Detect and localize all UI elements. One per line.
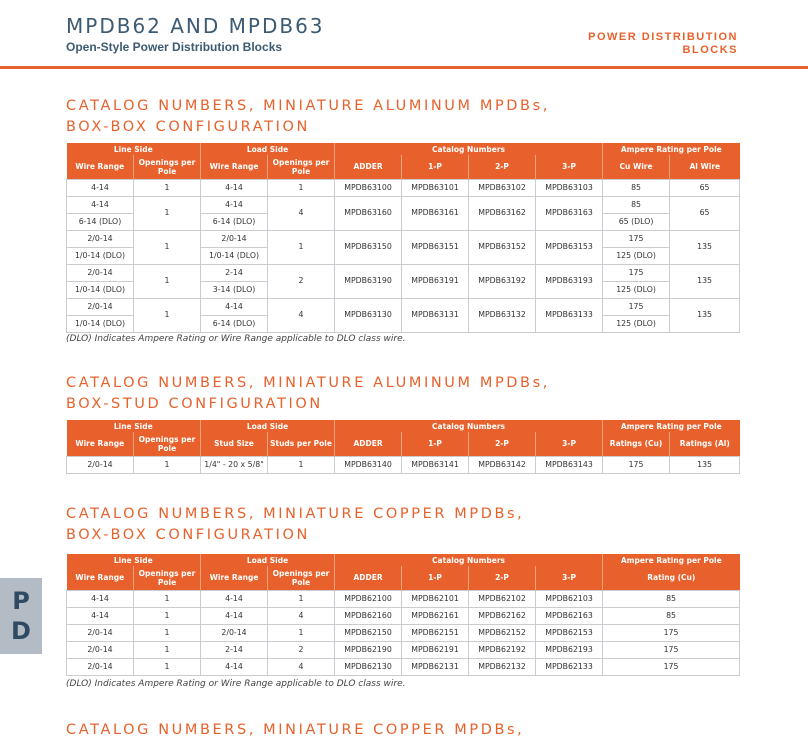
col-ratings-al: Ratings (Al) [670, 432, 740, 456]
dlo-note-2: (DLO) Indicates Ampere Rating or Wire Range applicable to DLO class wire. [66, 679, 406, 689]
table-row [67, 196, 740, 213]
cu-wire-rating: 85 [603, 179, 670, 196]
line-wire-range: 4-14 [67, 590, 134, 607]
line-wire-range: 2/0-14 [67, 624, 134, 641]
header-load-side: Load Side [201, 143, 335, 155]
col-openings: Openings per Pole [134, 432, 201, 456]
col-studs: Studs per Pole [268, 432, 335, 456]
al-wire-rating: 135 [670, 298, 740, 332]
rating-cu: 85 [603, 590, 740, 607]
catalog-1p: MPDB63141 [402, 456, 469, 473]
adder-catalog: MPDB63130 [335, 298, 402, 332]
rating-cu: 175 [603, 641, 740, 658]
load-wire-range: 3-14 (DLO) [201, 281, 268, 298]
col-wire-range: Wire Range [67, 155, 134, 179]
catalog-1p: MPDB63191 [402, 264, 469, 298]
line-wire-range: 2/0-14 [67, 230, 134, 247]
section3-title-line2: BOX-BOX CONFIGURATION [66, 527, 310, 543]
adder-catalog: MPDB63190 [335, 264, 402, 298]
catalog-2p: MPDB63132 [469, 298, 536, 332]
catalog-1p: MPDB62101 [402, 590, 469, 607]
col-1p: 1-P [402, 432, 469, 456]
header-line-side: Line Side [67, 143, 201, 155]
studs-per-pole: 1 [268, 456, 335, 473]
section2-title-line2: BOX-STUD CONFIGURATION [66, 396, 323, 412]
load-wire-range: 4-14 [201, 590, 268, 607]
header-line-side: Line Side [67, 420, 201, 432]
aluminum-box-stud-table [66, 420, 740, 474]
col-rating-cu: Rating (Cu) [603, 566, 740, 590]
catalog-3p: MPDB63143 [536, 456, 603, 473]
catalog-2p: MPDB62132 [469, 658, 536, 675]
col-wire-range: Wire Range [67, 566, 134, 590]
line-wire-range: 1/0-14 (DLO) [67, 315, 134, 332]
header-catalog-numbers: Catalog Numbers [335, 420, 603, 432]
cu-wire-rating: 85 [603, 196, 670, 213]
catalog-2p: MPDB62192 [469, 641, 536, 658]
section3-title-line1: CATALOG NUMBERS, MINIATURE COPPER MPDBs, [66, 506, 525, 522]
catalog-1p: MPDB63161 [402, 196, 469, 230]
line-wire-range: 6-14 (DLO) [67, 213, 134, 230]
catalog-2p: MPDB63152 [469, 230, 536, 264]
catalog-2p: MPDB63162 [469, 196, 536, 230]
load-wire-range: 6-14 (DLO) [201, 315, 268, 332]
load-wire-range: 2-14 [201, 641, 268, 658]
load-wire-range: 2/0-14 [201, 230, 268, 247]
catalog-1p: MPDB62161 [402, 607, 469, 624]
col-adder: ADDER [335, 432, 402, 456]
table-row [67, 230, 740, 247]
cu-wire-rating: 65 (DLO) [603, 213, 670, 230]
section1-title-line2: BOX-BOX CONFIGURATION [66, 119, 310, 135]
rating-cu: 175 [603, 624, 740, 641]
line-wire-range: 2/0-14 [67, 456, 134, 473]
load-wire-range: 4-14 [201, 607, 268, 624]
section2-title [66, 373, 550, 415]
adder-catalog: MPDB63150 [335, 230, 402, 264]
line-wire-range: 4-14 [67, 196, 134, 213]
stud-size: 1/4" - 20 x 5/8" [201, 456, 268, 473]
table-row [67, 607, 740, 624]
load-wire-range: 6-14 (DLO) [201, 213, 268, 230]
load-wire-range: 2/0-14 [201, 624, 268, 641]
adder-catalog: MPDB62160 [335, 607, 402, 624]
col-1p: 1-P [402, 155, 469, 179]
table-row [67, 624, 740, 641]
load-openings: 1 [268, 230, 335, 264]
load-openings: 1 [268, 590, 335, 607]
line-openings: 1 [134, 298, 201, 332]
table-row [67, 590, 740, 607]
col-adder: ADDER [335, 155, 402, 179]
line-wire-range: 2/0-14 [67, 298, 134, 315]
adder-catalog: MPDB62100 [335, 590, 402, 607]
col-adder: ADDER [335, 566, 402, 590]
cu-wire-rating: 125 (DLO) [603, 247, 670, 264]
catalog-3p: MPDB62103 [536, 590, 603, 607]
page-title: MPDB62 AND MPDB63 [66, 14, 325, 38]
line-openings: 1 [134, 230, 201, 264]
catalog-1p: MPDB62191 [402, 641, 469, 658]
catalog-1p: MPDB62131 [402, 658, 469, 675]
line-openings: 1 [134, 264, 201, 298]
category-label [548, 31, 738, 57]
line-wire-range: 2/0-14 [67, 264, 134, 281]
catalog-2p: MPDB63142 [469, 456, 536, 473]
line-openings: 1 [134, 607, 201, 624]
load-openings: 2 [268, 264, 335, 298]
catalog-1p: MPDB63101 [402, 179, 469, 196]
section2-title-line1: CATALOG NUMBERS, MINIATURE ALUMINUM MPDBs, [66, 375, 550, 391]
tab-letter-p: P [12, 587, 30, 615]
col-cu-wire: Cu Wire [603, 155, 670, 179]
cu-wire-rating: 175 [603, 264, 670, 281]
catalog-1p: MPDB62151 [402, 624, 469, 641]
col-load-wire-range: Wire Range [201, 155, 268, 179]
header-ampere-rating: Ampere Rating per Pole [603, 554, 740, 566]
line-openings: 1 [134, 456, 201, 473]
line-wire-range: 1/0-14 (DLO) [67, 247, 134, 264]
cu-wire-rating: 125 (DLO) [603, 281, 670, 298]
catalog-2p: MPDB62152 [469, 624, 536, 641]
load-openings: 4 [268, 298, 335, 332]
table-row [67, 298, 740, 315]
cu-wire-rating: 175 [603, 230, 670, 247]
page-subtitle: Open-Style Power Distribution Blocks [66, 40, 283, 54]
line-wire-range: 4-14 [67, 179, 134, 196]
catalog-2p: MPDB63102 [469, 179, 536, 196]
table-row [67, 179, 740, 196]
load-openings: 1 [268, 179, 335, 196]
header-divider [0, 66, 808, 69]
col-wire-range: Wire Range [67, 432, 134, 456]
rating-cu: 85 [603, 607, 740, 624]
catalog-1p: MPDB63131 [402, 298, 469, 332]
col-stud-size: Stud Size [201, 432, 268, 456]
col-openings: Openings per Pole [134, 566, 201, 590]
load-openings: 4 [268, 196, 335, 230]
section3-title [66, 504, 524, 546]
col-3p: 3-P [536, 432, 603, 456]
aluminum-box-box-table [66, 143, 740, 333]
line-wire-range: 2/0-14 [67, 658, 134, 675]
ratings-cu: 175 [603, 456, 670, 473]
adder-catalog: MPDB63100 [335, 179, 402, 196]
load-wire-range: 2-14 [201, 264, 268, 281]
col-openings: Openings per Pole [134, 155, 201, 179]
line-openings: 1 [134, 624, 201, 641]
section4-title [66, 720, 524, 741]
col-2p: 2-P [469, 432, 536, 456]
header-catalog-numbers: Catalog Numbers [335, 554, 603, 566]
load-wire-range: 4-14 [201, 196, 268, 213]
catalog-3p: MPDB63133 [536, 298, 603, 332]
catalog-3p: MPDB62163 [536, 607, 603, 624]
catalog-3p: MPDB62153 [536, 624, 603, 641]
catalog-3p: MPDB63153 [536, 230, 603, 264]
adder-catalog: MPDB63160 [335, 196, 402, 230]
category-line-1: POWER DISTRIBUTION [588, 31, 738, 43]
table-row [67, 658, 740, 675]
catalog-3p: MPDB63193 [536, 264, 603, 298]
col-3p: 3-P [536, 566, 603, 590]
catalog-2p: MPDB63192 [469, 264, 536, 298]
header-line-side: Line Side [67, 554, 201, 566]
al-wire-rating: 65 [670, 196, 740, 230]
header-load-side: Load Side [201, 420, 335, 432]
category-line-2: BLOCKS [682, 44, 738, 56]
section4-title-line1: CATALOG NUMBERS, MINIATURE COPPER MPDBs, [66, 722, 525, 738]
col-1p: 1-P [402, 566, 469, 590]
catalog-3p: MPDB63103 [536, 179, 603, 196]
line-openings: 1 [134, 658, 201, 675]
header-ampere-rating: Ampere Rating per Pole [603, 143, 740, 155]
col-3p: 3-P [536, 155, 603, 179]
cu-wire-rating: 175 [603, 298, 670, 315]
catalog-3p: MPDB62133 [536, 658, 603, 675]
catalog-3p: MPDB63163 [536, 196, 603, 230]
line-openings: 1 [134, 179, 201, 196]
rating-cu: 175 [603, 658, 740, 675]
catalog-2p: MPDB62162 [469, 607, 536, 624]
load-wire-range: 1/0-14 (DLO) [201, 247, 268, 264]
section-tab-pd [0, 578, 42, 654]
line-wire-range: 4-14 [67, 607, 134, 624]
adder-catalog: MPDB62150 [335, 624, 402, 641]
adder-catalog: MPDB62130 [335, 658, 402, 675]
header-catalog-numbers: Catalog Numbers [335, 143, 603, 155]
load-wire-range: 4-14 [201, 658, 268, 675]
catalog-1p: MPDB63151 [402, 230, 469, 264]
load-openings: 4 [268, 607, 335, 624]
catalog-3p: MPDB62193 [536, 641, 603, 658]
col-2p: 2-P [469, 155, 536, 179]
adder-catalog: MPDB63140 [335, 456, 402, 473]
col-load-wire-range: Wire Range [201, 566, 268, 590]
section1-title-line1: CATALOG NUMBERS, MINIATURE ALUMINUM MPDBs, [66, 98, 550, 114]
tab-letter-d: D [11, 617, 31, 645]
table-row [67, 641, 740, 658]
header-ampere-rating: Ampere Rating per Pole [603, 420, 740, 432]
line-openings: 1 [134, 641, 201, 658]
catalog-2p: MPDB62102 [469, 590, 536, 607]
ratings-al: 135 [670, 456, 740, 473]
load-openings: 4 [268, 658, 335, 675]
table-row [67, 456, 740, 473]
al-wire-rating: 135 [670, 264, 740, 298]
line-wire-range: 1/0-14 (DLO) [67, 281, 134, 298]
load-openings: 2 [268, 641, 335, 658]
table-row [67, 264, 740, 281]
dlo-note-1: (DLO) Indicates Ampere Rating or Wire Range applicable to DLO class wire. [66, 334, 406, 344]
col-ratings-cu: Ratings (Cu) [603, 432, 670, 456]
col-2p: 2-P [469, 566, 536, 590]
copper-box-box-table [66, 554, 740, 676]
section1-title [66, 96, 550, 138]
col-load-openings: Openings per Pole [268, 566, 335, 590]
al-wire-rating: 135 [670, 230, 740, 264]
line-openings: 1 [134, 196, 201, 230]
load-openings: 1 [268, 624, 335, 641]
header-load-side: Load Side [201, 554, 335, 566]
cu-wire-rating: 125 (DLO) [603, 315, 670, 332]
line-openings: 1 [134, 590, 201, 607]
col-load-openings: Openings per Pole [268, 155, 335, 179]
col-al-wire: Al Wire [670, 155, 740, 179]
adder-catalog: MPDB62190 [335, 641, 402, 658]
line-wire-range: 2/0-14 [67, 641, 134, 658]
load-wire-range: 4-14 [201, 298, 268, 315]
al-wire-rating: 65 [670, 179, 740, 196]
load-wire-range: 4-14 [201, 179, 268, 196]
